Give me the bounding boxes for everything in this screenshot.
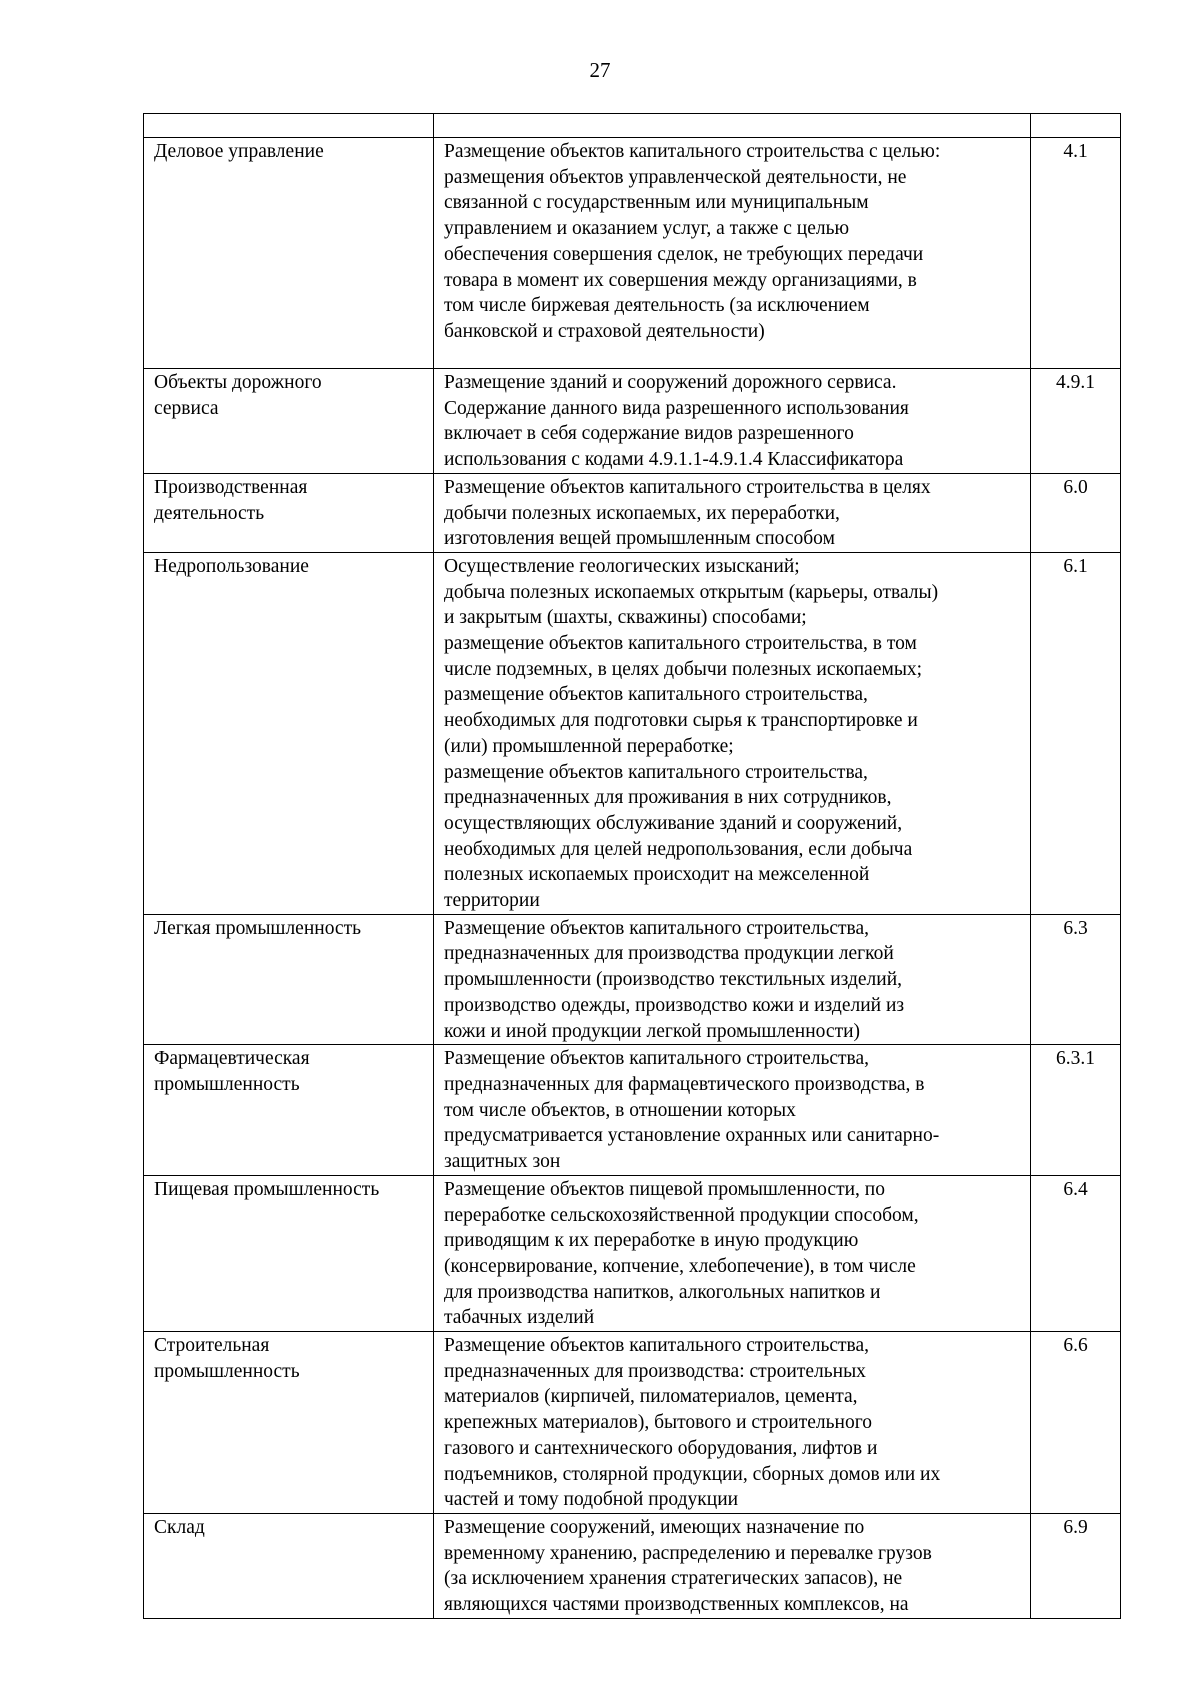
use-type-description: Размещение объектов пищевой промышленности, по переработке сельскохозяйственной продукции способом, приводящим к их переработке в иную продукцию (консервирование, копчение, хлебопечение), в том числе для производства напитков, алкогольных напитков и табачных изделий (434, 1175, 1031, 1331)
header-cell-name (144, 114, 434, 138)
table-header-row (144, 114, 1121, 138)
use-type-code: 6.0 (1031, 473, 1121, 552)
use-type-name: Деловое управление (144, 138, 434, 369)
use-type-name: Склад (144, 1513, 434, 1618)
header-cell-description (434, 114, 1031, 138)
table-row (144, 914, 1121, 1045)
table-row (144, 369, 1121, 474)
use-type-description: Размещение объектов капитального строительства, предназначенных для производства: строительных материалов (кирпичей, пиломатериалов, цемента, крепежных материалов), бытового и строительного газового и сантехнического оборудования, лифтов и подъемников, столярной продукции, сборных домов или их частей и тому подобной продукции (434, 1332, 1031, 1514)
table-row (144, 1045, 1121, 1176)
use-type-description: Осуществление геологических изысканий; добыча полезных ископаемых открытым (карьеры, отвалы) и закрытым (шахты, скважины) способами; размещение объектов капитального строительства, в том числе подземных, в целях добычи полезных ископаемых; размещение объектов капитального строительства, необходимых для подготовки сырья к транспортировке и (или) промышленной переработке; размещение объектов капитального строительства, предназначенных для проживания в них сотрудников, осуществляющих обслуживание зданий и сооружений, необходимых для целей недропользования, если добыча полезных ископаемых происходит на межселенной территории (434, 552, 1031, 914)
table-row (144, 1175, 1121, 1331)
use-type-code: 6.6 (1031, 1332, 1121, 1514)
header-cell-code (1031, 114, 1121, 138)
use-type-description: Размещение сооружений, имеющих назначение по временному хранению, распределению и перевалке грузов (за исключением хранения стратегических запасов), не являющихся частями производственных комплексов, на (434, 1513, 1031, 1618)
table-row (144, 1332, 1121, 1514)
use-type-code: 6.9 (1031, 1513, 1121, 1618)
use-type-description: Размещение объектов капитального строительства, предназначенных для производства продукции легкой промышленности (производство текстильных изделий, производство одежды, производство кожи и изделий из кожи и иной продукции легкой промышленности) (434, 914, 1031, 1045)
use-type-name: Строительная промышленность (144, 1332, 434, 1514)
use-type-code: 4.9.1 (1031, 369, 1121, 474)
use-type-description: Размещение объектов капитального строительства в целях добычи полезных ископаемых, их переработки, изготовления вещей промышленным способом (434, 473, 1031, 552)
use-type-code: 6.4 (1031, 1175, 1121, 1331)
use-type-name: Легкая промышленность (144, 914, 434, 1045)
use-type-name: Недропользование (144, 552, 434, 914)
use-type-name: Пищевая промышленность (144, 1175, 434, 1331)
use-type-code: 6.3.1 (1031, 1045, 1121, 1176)
use-type-name: Производственная деятельность (144, 473, 434, 552)
table-row (144, 138, 1121, 369)
table-row (144, 552, 1121, 914)
use-type-description: Размещение зданий и сооружений дорожного сервиса. Содержание данного вида разрешенного использования включает в себя содержание видов разрешенного использования с кодами 4.9.1.1-4.9.1.4 Классификатора (434, 369, 1031, 474)
use-type-code: 6.3 (1031, 914, 1121, 1045)
use-type-name: Фармацевтическая промышленность (144, 1045, 434, 1176)
use-type-code: 4.1 (1031, 138, 1121, 369)
use-type-name: Объекты дорожного сервиса (144, 369, 434, 474)
use-type-code: 6.1 (1031, 552, 1121, 914)
table-row (144, 1513, 1121, 1618)
page-number: 27 (589, 58, 611, 82)
table-row (144, 473, 1121, 552)
land-use-table (143, 113, 1121, 1619)
use-type-description: Размещение объектов капитального строительства, предназначенных для фармацевтического производства, в том числе объектов, в отношении которых предусматривается установление охранных или санитарно- защитных зон (434, 1045, 1031, 1176)
use-type-description: Размещение объектов капитального строительства с целью: размещения объектов управленческой деятельности, не связанной с государственным или муниципальным управлением и оказанием услуг, а также с целью обеспечения совершения сделок, не требующих передачи товара в момент их совершения между организациями, в том числе биржевая деятельность (за исключением банковской и страховой деятельности) (434, 138, 1031, 369)
